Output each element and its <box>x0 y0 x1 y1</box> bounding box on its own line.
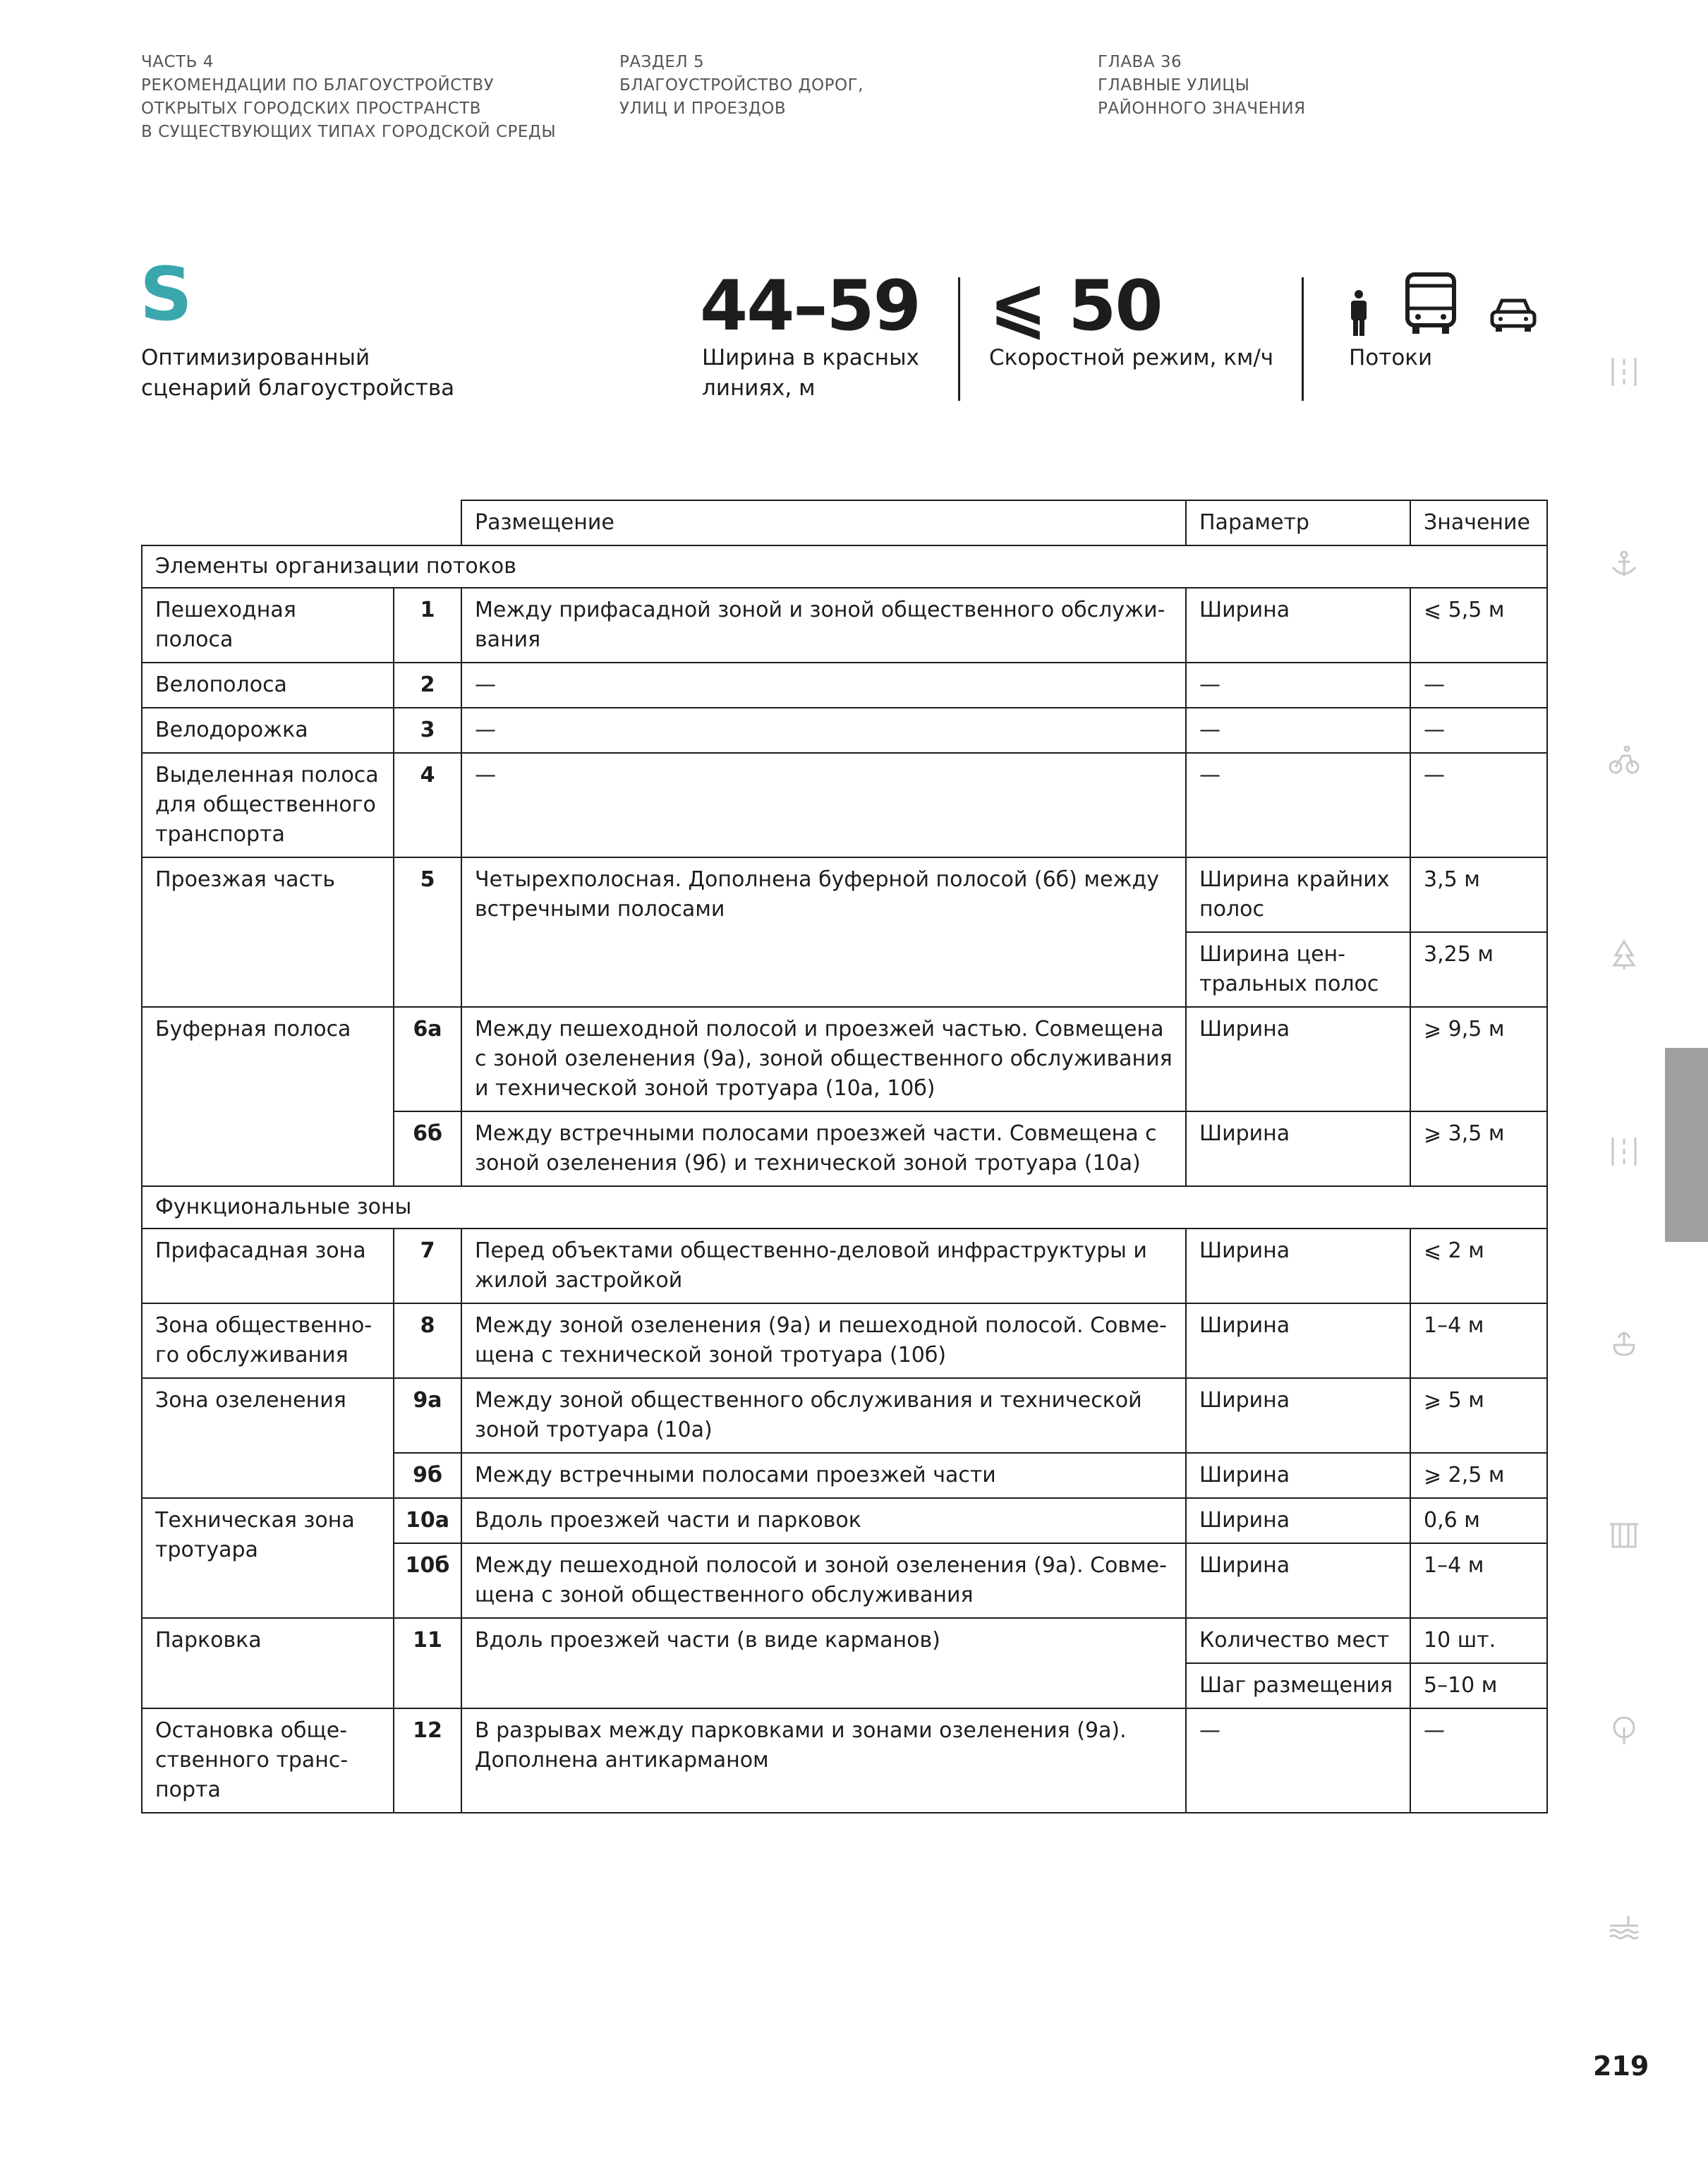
scenario-caption <box>141 343 454 404</box>
element-number: 10б <box>394 1543 461 1618</box>
element-name: Велодорожка <box>142 708 394 753</box>
fountain-icon <box>1609 1327 1640 1358</box>
header-part-line: РЕКОМЕНДАЦИИ ПО БЛАГОУСТРОЙСТВУ <box>141 76 495 95</box>
element-placement: — <box>461 708 1186 753</box>
element-name: Проезжая часть <box>142 857 394 1007</box>
element-parameter: Ширина цен-тральных полос <box>1186 932 1410 1007</box>
element-name: Парковка <box>142 1618 394 1708</box>
speed-caption-line: Скоростной режим, км/ч <box>989 345 1274 370</box>
pedestrian-icon <box>1347 289 1370 336</box>
speed-value: ⩽ 50 <box>989 266 1162 346</box>
header-chapter-line: ГЛАВНЫЕ УЛИЦЫ <box>1098 76 1250 95</box>
table-row <box>142 1618 1547 1663</box>
element-name: Зона озеленения <box>142 1378 394 1498</box>
section-row <box>142 1186 1547 1229</box>
header-chapter-line: РАЙОННОГО ЗНАЧЕНИЯ <box>1098 99 1306 118</box>
header-chapter-line: ГЛАВА 36 <box>1098 53 1182 71</box>
element-number: 6а <box>394 1007 461 1111</box>
car-icon <box>1490 296 1537 333</box>
element-value: ⩾ 5 м <box>1410 1378 1547 1453</box>
element-parameter: — <box>1186 663 1410 708</box>
element-parameter: Шаг размещения <box>1186 1663 1410 1708</box>
element-value: 3,5 м <box>1410 857 1547 932</box>
element-placement: Четырехполосная. Дополнена буферной полосой (6б) между встречными полосами <box>461 857 1186 1007</box>
width-caption <box>702 343 919 404</box>
bus-icon <box>1404 272 1458 335</box>
header-parameter: Параметр <box>1186 500 1410 545</box>
element-number: 9б <box>394 1453 461 1498</box>
table-row <box>142 1007 1547 1111</box>
table-row <box>142 1229 1547 1303</box>
element-placement: Между пешеходной полосой и зоной озеленения (9а). Совме-щена с зоной общественного обслуживания <box>461 1543 1186 1618</box>
table-row <box>142 708 1547 753</box>
width-value: 44–59 <box>700 266 920 346</box>
section-row <box>142 545 1547 588</box>
element-value: ⩽ 5,5 м <box>1410 588 1547 663</box>
table-header-row <box>142 500 1547 545</box>
element-parameter: Ширина <box>1186 1543 1410 1618</box>
table-row <box>142 1708 1547 1813</box>
element-number: 3 <box>394 708 461 753</box>
header-blank-cell <box>142 500 461 545</box>
element-value: 3,25 м <box>1410 932 1547 1007</box>
scenario-caption-line: Оптимизированный <box>141 345 370 370</box>
metric-divider <box>1302 277 1304 401</box>
element-parameter: Ширина <box>1186 1378 1410 1453</box>
element-value: — <box>1410 753 1547 857</box>
element-parameter: Ширина крайних полос <box>1186 857 1410 932</box>
element-value: — <box>1410 1708 1547 1813</box>
waterfront-icon <box>1609 1909 1640 1940</box>
element-value: — <box>1410 708 1547 753</box>
element-placement: — <box>461 663 1186 708</box>
element-number: 5 <box>394 857 461 1007</box>
table-row <box>142 1303 1547 1378</box>
element-parameter: Количество мест <box>1186 1618 1410 1663</box>
element-number: 6б <box>394 1111 461 1186</box>
element-value: ⩾ 9,5 м <box>1410 1007 1547 1111</box>
table-row <box>142 1378 1547 1453</box>
element-number: 2 <box>394 663 461 708</box>
element-name: Пешеходная полоса <box>142 588 394 663</box>
header-section-line: БЛАГОУСТРОЙСТВО ДОРОГ, <box>619 76 864 95</box>
flows-caption: Потоки <box>1349 345 1433 370</box>
element-value: ⩽ 2 м <box>1410 1229 1547 1303</box>
element-parameter: — <box>1186 708 1410 753</box>
header-chapter <box>1098 51 1306 121</box>
element-name: Зона общественно-го обслуживания <box>142 1303 394 1378</box>
element-placement: Между встречными полосами проезжей части. Совмещена с зоной озеленения (9б) и технической зоной тротуара (10а) <box>461 1111 1186 1186</box>
element-parameter: Ширина <box>1186 1303 1410 1378</box>
element-value: 0,6 м <box>1410 1498 1547 1543</box>
element-name: Прифасадная зона <box>142 1229 394 1303</box>
width-caption-line: линиях, м <box>702 375 816 401</box>
element-number: 10а <box>394 1498 461 1543</box>
section-title: Функциональные зоны <box>142 1186 1547 1229</box>
tree-round-icon <box>1609 1715 1640 1746</box>
element-parameter: Ширина <box>1186 1498 1410 1543</box>
table-row <box>142 588 1547 663</box>
header-part-line: В СУЩЕСТВУЮЩИХ ТИПАХ ГОРОДСКОЙ СРЕДЫ <box>141 123 557 141</box>
element-value: 1–4 м <box>1410 1543 1547 1618</box>
road-section-icon <box>1609 1136 1640 1167</box>
element-value: ⩾ 2,5 м <box>1410 1453 1547 1498</box>
element-number: 12 <box>394 1708 461 1813</box>
table-row <box>142 753 1547 857</box>
header-section-line: УЛИЦ И ПРОЕЗДОВ <box>619 99 787 118</box>
element-value: 10 шт. <box>1410 1618 1547 1663</box>
table-row <box>142 1498 1547 1543</box>
cyclist-icon <box>1609 744 1640 775</box>
header-part <box>141 51 556 144</box>
element-number: 8 <box>394 1303 461 1378</box>
element-placement: Между прифасадной зоной и зоной общественного обслужи-вания <box>461 588 1186 663</box>
width-caption-line: Ширина в красных <box>702 345 919 370</box>
header-placement: Размещение <box>461 500 1186 545</box>
header-section-line: РАЗДЕЛ 5 <box>619 53 705 71</box>
metric-divider <box>958 277 960 401</box>
element-placement: Вдоль проезжей части и парковок <box>461 1498 1186 1543</box>
element-placement: Перед объектами общественно-деловой инфраструктуры и жилой застройкой <box>461 1229 1186 1303</box>
element-number: 7 <box>394 1229 461 1303</box>
table-row <box>142 663 1547 708</box>
page-number: 219 <box>1593 2051 1649 2082</box>
element-number: 1 <box>394 588 461 663</box>
element-number: 4 <box>394 753 461 857</box>
parameters-table <box>141 500 1548 1813</box>
element-parameter: Ширина <box>1186 1007 1410 1111</box>
element-placement: Вдоль проезжей части (в виде карманов) <box>461 1618 1186 1708</box>
element-name: Велополоса <box>142 663 394 708</box>
header-section <box>619 51 864 121</box>
element-name: Техническая зона тротуара <box>142 1498 394 1618</box>
element-parameter: Ширина <box>1186 1229 1410 1303</box>
element-value: 1–4 м <box>1410 1303 1547 1378</box>
speed-caption <box>989 343 1273 373</box>
element-parameter: Ширина <box>1186 588 1410 663</box>
element-placement: — <box>461 753 1186 857</box>
element-placement: Между встречными полосами проезжей части <box>461 1453 1186 1498</box>
scenario-caption-line: сценарий благоустройства <box>141 375 455 401</box>
element-number: 9а <box>394 1378 461 1453</box>
element-parameter: — <box>1186 753 1410 857</box>
element-name: Остановка обще-ственного транс-порта <box>142 1708 394 1813</box>
element-placement: В разрывах между парковками и зонами озеленения (9а). Дополнена антикарманом <box>461 1708 1186 1813</box>
element-parameter: Ширина <box>1186 1111 1410 1186</box>
table-row <box>142 857 1547 932</box>
anchor-icon <box>1609 549 1640 580</box>
element-value: — <box>1410 663 1547 708</box>
element-value: ⩾ 3,5 м <box>1410 1111 1547 1186</box>
section-title: Элементы организации потоков <box>142 545 1547 588</box>
element-value: 5–10 м <box>1410 1663 1547 1708</box>
element-name: Буферная полоса <box>142 1007 394 1186</box>
element-placement: Между пешеходной полосой и проезжей частью. Совмещена с зоной озеленения (9а), зоной общественного обслуживания и технической зоной тротуара (10а, 10б) <box>461 1007 1186 1111</box>
element-placement: Между зоной общественного обслуживания и технической зоной тротуара (10а) <box>461 1378 1186 1453</box>
scenario-letter: S <box>140 251 193 337</box>
element-parameter: — <box>1186 1708 1410 1813</box>
element-name: Выделенная полоса для общественного транспорта <box>142 753 394 857</box>
element-parameter: Ширина <box>1186 1453 1410 1498</box>
element-number: 11 <box>394 1618 461 1708</box>
header-part-line: ОТКРЫТЫХ ГОРОДСКИХ ПРОСТРАНСТВ <box>141 99 481 118</box>
header-value: Значение <box>1410 500 1547 545</box>
tree-icon <box>1609 938 1640 970</box>
header-part-line: ЧАСТЬ 4 <box>141 53 214 71</box>
road-section-icon <box>1609 356 1640 387</box>
chapter-tab <box>1665 1048 1708 1242</box>
building-icon <box>1609 1519 1640 1550</box>
element-placement: Между зоной озеленения (9а) и пешеходной полосой. Совме-щена с технической зоной тротуара (10б) <box>461 1303 1186 1378</box>
